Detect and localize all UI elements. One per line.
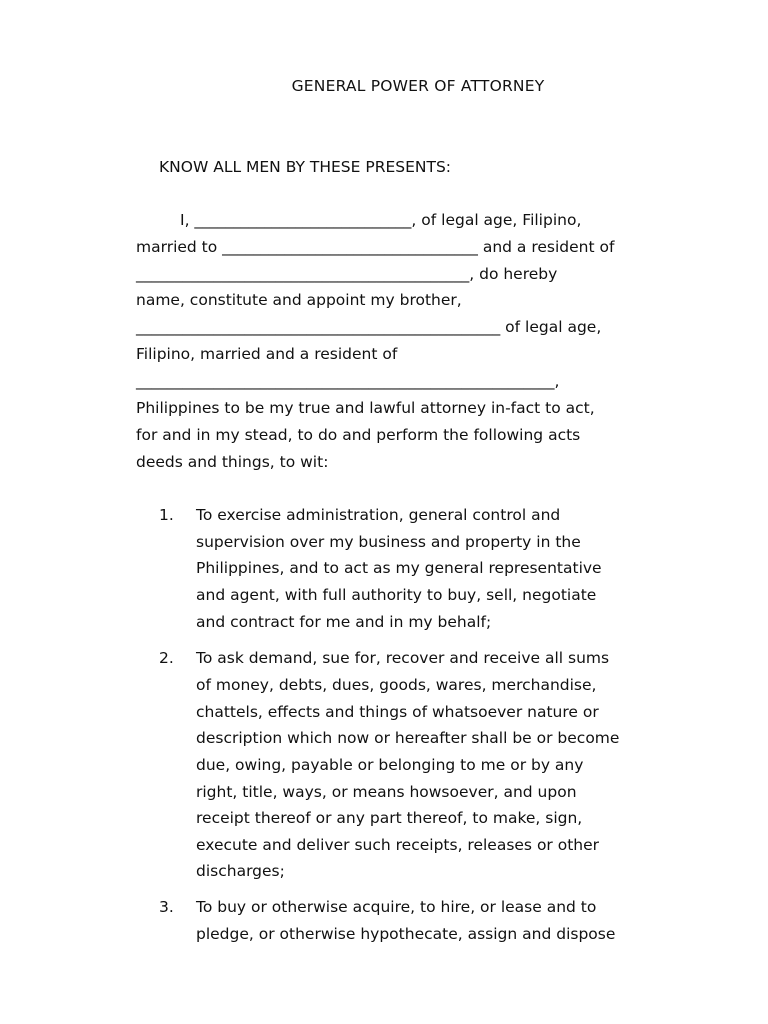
list-item-line: supervision over my business and property in the xyxy=(196,533,581,551)
list-item-line: To buy or otherwise acquire, to hire, or lease and to xyxy=(196,898,597,916)
list-item-line: of money, debts, dues, goods, wares, merchandise, xyxy=(196,676,597,694)
list-item-number: 1. xyxy=(159,506,174,524)
list-item-line: To exercise administration, general control and xyxy=(196,506,561,524)
list-item-line: To ask demand, sue for, recover and receive all sums xyxy=(196,649,610,667)
intro-line: name, constitute and appoint my brother, xyxy=(136,291,462,309)
intro-line: Philippines to be my true and lawful attorney in-fact to act, xyxy=(136,399,595,417)
list-item-line: description which now or hereafter shall be or become xyxy=(196,729,620,747)
salutation: KNOW ALL MEN BY THESE PRESENTS: xyxy=(159,158,452,176)
list-item-line: chattels, effects and things of whatsoever nature or xyxy=(196,703,599,721)
list-item-line: receipt thereof or any part thereof, to make, sign, xyxy=(196,809,583,827)
intro-line: married to _________________________________ and a resident of xyxy=(136,238,615,256)
list-item-line: and contract for me and in my behalf; xyxy=(196,613,492,631)
list-item-line: due, owing, payable or belonging to me or by any xyxy=(196,756,584,774)
intro-line: _______________________________________________ of legal age, xyxy=(136,318,602,336)
list-item-number: 3. xyxy=(159,898,174,916)
list-item-line: pledge, or otherwise hypothecate, assign and dispose xyxy=(196,925,616,943)
intro-line: ___________________________________________, do hereby xyxy=(136,265,558,283)
list-item-line: and agent, with full authority to buy, sell, negotiate xyxy=(196,586,597,604)
document-title: GENERAL POWER OF ATTORNEY xyxy=(291,77,545,95)
intro-line: for and in my stead, to do and perform the following acts xyxy=(136,426,581,444)
intro-line: ______________________________________________________, xyxy=(136,372,560,390)
list-item-line: right, title, ways, or means howsoever, and upon xyxy=(196,783,577,801)
intro-line: I, ____________________________, of legal age, Filipino, xyxy=(180,211,582,229)
list-item-line: Philippines, and to act as my general representative xyxy=(196,559,602,577)
intro-line: Filipino, married and a resident of xyxy=(136,345,398,363)
list-item-number: 2. xyxy=(159,649,174,667)
list-item-line: discharges; xyxy=(196,862,285,880)
intro-line: deeds and things, to wit: xyxy=(136,453,329,471)
list-item-line: execute and deliver such receipts, releases or other xyxy=(196,836,600,854)
